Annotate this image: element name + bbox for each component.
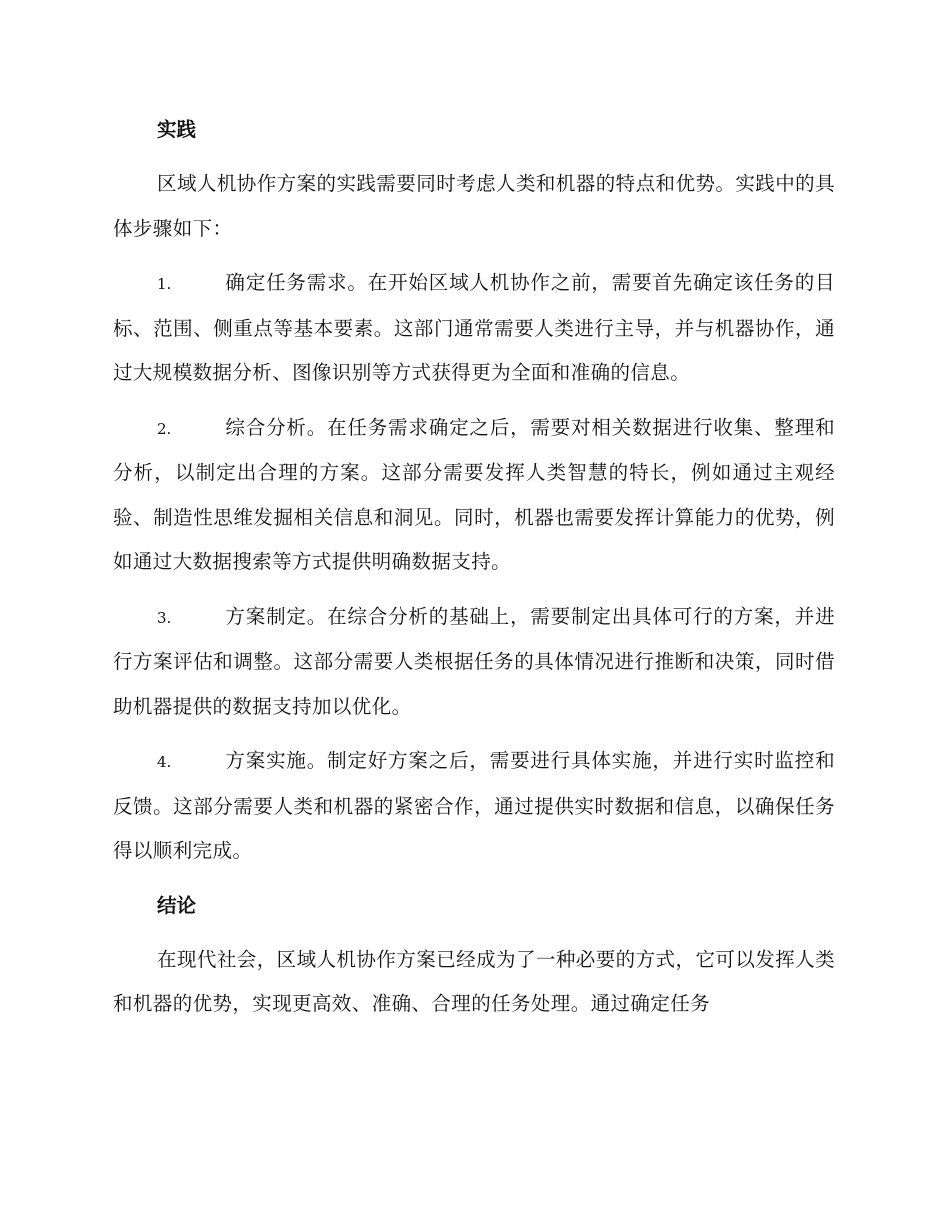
step-number: 2. xyxy=(157,419,172,438)
step-item-1 xyxy=(113,261,835,396)
step-text: 方案实施。制定好方案之后，需要进行具体实施，并进行实时监控和反馈。这部分需要人类和机器的紧密合作，通过提供实时数据和信息，以确保任务得以顺利完成。 xyxy=(113,749,835,862)
step-text: 综合分析。在任务需求确定之后，需要对相关数据进行收集、整理和分析，以制定出合理的方案。这部分需要发挥人类智慧的特长，例如通过主观经验、制造性思维发掘相关信息和洞见。同时，机器也需要发挥计算能力的优势，例如通过大数据搜索等方式提供明确数据支持。 xyxy=(113,415,835,573)
conclusion-paragraph: 在现代社会，区域人机协作方案已经成为了一种必要的方式，它可以发挥人类和机器的优势，实现更高效、准确、合理的任务处理。通过确定任务 xyxy=(113,947,835,1015)
step-number: 4. xyxy=(157,753,172,771)
step-item-2 xyxy=(113,406,835,585)
document-content xyxy=(113,108,835,1037)
step-number: 1. xyxy=(157,275,172,293)
step-text: 方案制定。在综合分析的基础上，需要制定出具体可行的方案，并进行方案评估和调整。这部分需要人类根据任务的具体情况进行推断和决策，同时借助机器提供的数据支持加以优化。 xyxy=(113,604,835,718)
conclusion-heading: 结论 xyxy=(157,893,197,917)
step-item-3 xyxy=(113,595,835,730)
practice-intro-paragraph: 区域人机协作方案的实践需要同时考虑人类和机器的特点和优势。实践中的具体步骤如下： xyxy=(113,172,835,240)
step-item-4 xyxy=(113,739,835,874)
step-number: 3. xyxy=(157,608,172,627)
step-text: 确定任务需求。在开始区域人机协作之前，需要首先确定该任务的目标、范围、侧重点等基本要素。这部门通常需要人类进行主导，并与机器协作，通过大规模数据分析、图像识别等方式获得更为全面和准确的信息。 xyxy=(113,271,835,384)
practice-heading: 实践 xyxy=(157,118,197,141)
